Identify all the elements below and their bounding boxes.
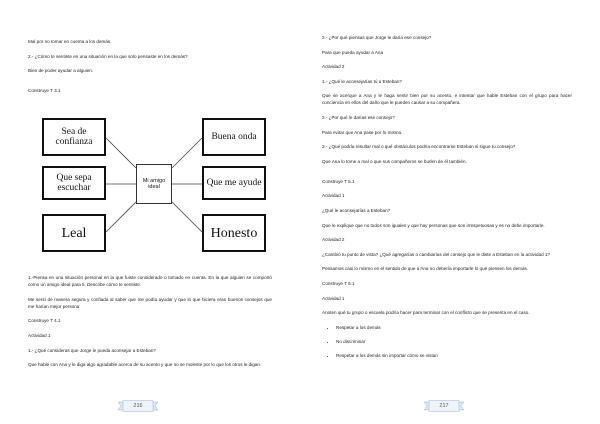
activity-heading: Actividad 2 [322, 64, 345, 70]
ideal-friend-diagram [38, 108, 270, 260]
diagram-box-loyal: Leal [42, 214, 106, 252]
diagram-box-listen: Que sepa escuchar [42, 166, 106, 200]
answer: Que se acerque a Ana y le haga sentir bien por su acento, e intentar que hable Esteban con el grupo para hacer conciencia en ellos del daño que le pueden causar a su compañera. [322, 93, 572, 106]
question: ¿Qué le aconsejarías a Esteban? [322, 207, 391, 213]
section-heading: Construye T 6.1 [322, 280, 355, 286]
question: 3.- ¿Qué podría resultar mal o qué obstáculos podría encontrarse Esteban si sigue tu consejo? [322, 144, 516, 150]
diagram-box-good-vibe: Buena onda [202, 118, 266, 156]
page-number-banner [424, 400, 464, 412]
left-page-content [28, 38, 272, 376]
page-number: 216 [133, 403, 143, 409]
diagram-center-box: Mi amigo ideal [136, 164, 172, 204]
answer-bullet-list [322, 324, 572, 359]
answer: Para que pueda ayudar a Ana [322, 49, 384, 55]
page-number-banner [118, 400, 158, 412]
question: 2.- ¿Cómo te sentiste en una situación en la que solo pensaste en los demás? [28, 53, 188, 59]
answer: Pensamos casi lo mismo en el sentido de que a Ana no debería importarle lo que piensen los demás. [322, 266, 529, 272]
question: 1.-Piensa en una situación personal en la que fuiste considerado o tomado en cuenta. En la que alguien se comportó como un amigo ideal para ti. Describe cómo te sentiste. [28, 275, 272, 288]
answer: Que le explique que no todos son iguales y que hay personas que son irrespetuosas y es no debe importarle. [322, 222, 545, 228]
question: 1.- ¿Qué le aconsejarías tú a Esteban? [322, 78, 402, 84]
answer: Para evitar que Ana pase por lo mismo. [322, 129, 403, 135]
page-number: 217 [439, 403, 449, 409]
answer: Que Ana lo tome a mal o que sus compañeros se burlen de él también. [322, 158, 467, 164]
list-item: • No discriminar [336, 338, 572, 345]
activity-heading: Actividad 2 [322, 237, 345, 243]
question: 2.- ¿Por qué le darías ese consejo? [322, 114, 395, 120]
answer: Bien de poder ayudar a alguien. [28, 68, 94, 74]
section-heading: Construye T 5.1 [322, 178, 355, 184]
list-item: • Respetar a los demás [336, 324, 572, 331]
answer: Que hable con Ana y le diga algo agradable acerca de su acento y que no se moleste por lo que los otros le digan. [28, 362, 262, 368]
paragraph: Mal por no tomar en cuenta a los demás. [28, 39, 112, 44]
section-heading: Construye T 3.1 [28, 88, 61, 94]
question: 1.- ¿Qué consideras que Jorge le pueda aconsejar a Esteban? [28, 347, 156, 353]
right-page-content [322, 34, 572, 366]
question: ¿Cambió tu punto de vista? ¿Qué agregarías o cambiarías del consejo que le diste a Esteban en la actividad 1? [322, 251, 551, 257]
diagram-box-help: Que me ayude [202, 166, 266, 200]
activity-heading: Actividad 1 [28, 332, 51, 338]
question: Anoten qué tu grupo o escuela podría hacer para terminar con el conflicto que se presenta en el caso. [322, 310, 530, 316]
question: 2.- ¿Por qué piensas que Jorge le daría ese consejo? [322, 35, 432, 40]
right-page [300, 0, 600, 424]
activity-heading: Actividad 1 [322, 193, 345, 199]
section-heading: Construye T 4.1 [28, 318, 61, 324]
diagram-box-honest: Honesto [202, 214, 266, 252]
activity-heading: Actividad 1 [322, 295, 345, 301]
diagram-box-trust: Sea de confianza [42, 118, 106, 156]
answer: Me sentí de manera segura y confiada al saber que me podía ayudar y que lo que hiciera eran buenos consejos que me harían mejor persona [28, 296, 272, 309]
list-item: • Respetar a los demás sin importar cómo se vistan [336, 352, 572, 359]
